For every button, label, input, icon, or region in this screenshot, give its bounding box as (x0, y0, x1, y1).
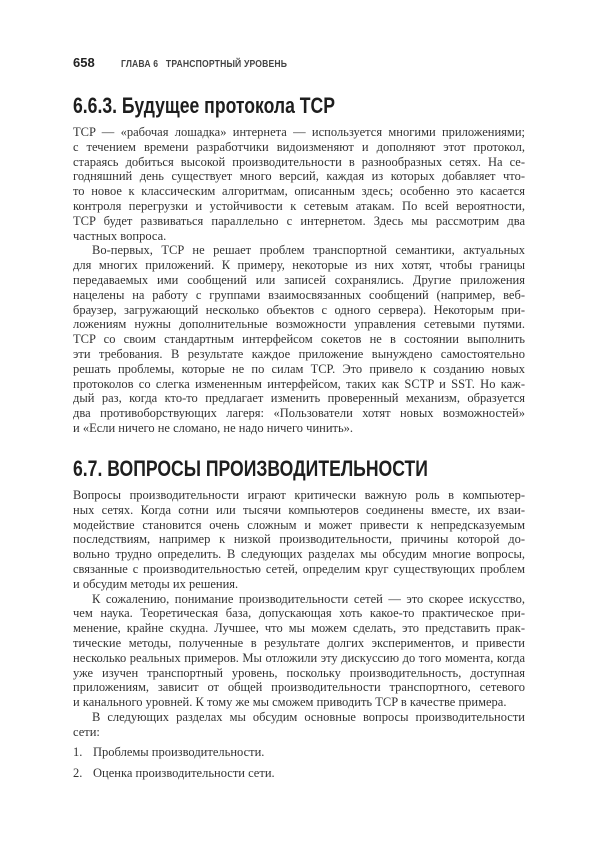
list-number: 1. (73, 745, 83, 759)
text-line: Вопросы производительности играют критически важную роль в компьютер- (73, 488, 525, 502)
list-text: Оценка производительности сети. (93, 766, 275, 780)
text-line: и канального уровней. К тому же мы сможем приводить TCP в качестве примера. (73, 695, 507, 710)
section-heading-6-7: 6.7. ВОПРОСЫ ПРОИЗВОДИТЕЛЬНОСТИ (73, 456, 428, 481)
text-line: два противоборствующих лагеря: «Пользователи хотят новых возможностей» (73, 406, 525, 421)
text-line: для многих приложений. К примеру, некоторые из них хотят, чтобы границы (73, 258, 525, 273)
text-line: то новое к классическим алгоритмам, описанным здесь; особенно это касается (73, 184, 525, 199)
text-line: браузер, загружающий несколько объектов с одного сервера). Некоторым при- (73, 302, 525, 317)
text-line: TCP будет развиваться параллельно с интернетом. Здесь мы рассмотрим два (73, 213, 525, 228)
section-heading-6-6-3: 6.6.3. Будущее протокола TCP (73, 93, 335, 118)
text-line: частных вопроса. (73, 228, 167, 243)
text-line: эти требования. В результате каждое приложение вынуждено самостоятельно (73, 346, 525, 361)
text-line: чем наука. Теоретическая база, допускающая хоть какое-то практическое при- (73, 606, 525, 621)
list-item (73, 765, 275, 786)
numbered-list (73, 744, 275, 786)
text-line: контроля перегрузки и устойчивости к сетевым атакам. По всей вероятности, (73, 198, 525, 213)
text-line: тические методы, полученные в результате долгих экспериментов, и привести (73, 635, 525, 650)
text-line: последствиям, например к низкой производительности, причины которой до- (73, 532, 525, 547)
text-line: менение, крайне скудна. Лучшее, что мы можем сделать, это представить прак- (73, 621, 525, 636)
text-line: ных сетях. Когда сотни или тысячи компьютеров соединены вместе, их взаи- (73, 502, 525, 517)
text-line: стараясь добиться высокой производительности в разнообразных сетях. На се- (73, 154, 525, 169)
text-line: решать проблемы, которые не по силам TCP. Это привело к созданию новых (73, 361, 525, 376)
text-line: дый раз, когда кто-то предлагает изменить проверенный механизм, образуется (73, 391, 525, 406)
text-line: В следующих разделах мы обсудим основные вопросы производительности (92, 709, 525, 724)
text-line: TCP со своим стандартным интерфейсом сокетов не в состоянии выполнить (73, 332, 525, 347)
list-number: 2. (73, 766, 83, 780)
list-item (73, 744, 275, 765)
text-line: Во-первых, TCP не решает проблем транспортной семантики, актуальных (92, 243, 525, 258)
text-line: К сожалению, понимание производительности сетей — это скорее искусство, (92, 591, 525, 606)
text-line: приложениям, зависит от общей производительности транспортного, сетевого (73, 680, 525, 695)
text-line: модействие становится очень сложным и может привести к непредсказуемым (73, 517, 525, 532)
text-line: с течением времени разработчики видоизменяют и дополняют этот протокол, (73, 139, 525, 154)
text-line: и «Если ничего не сломано, не надо ничего чинить». (73, 420, 354, 435)
section-6-7-body (73, 488, 525, 740)
text-line: вольно трудно определить. В следующих разделах мы обсудим многие вопросы, (73, 547, 525, 562)
text-line: ложениям нужны дополнительные возможности управления сетевыми путями. (73, 317, 525, 332)
chapter-title: ГЛАВА 6 ТРАНСПОРТНЫЙ УРОВЕНЬ (121, 58, 288, 70)
text-line: и обсудим методы их решения. (73, 576, 239, 591)
text-line: уже изучен транспортный уровень, поскольку производительность, доступная (73, 665, 525, 680)
text-line: несколько реальных примеров. Мы отложили эту дискуссию до того момента, когда (73, 650, 525, 665)
section-6-6-3-body (73, 125, 525, 436)
text-line: связанные с производительностью сетей, определим круг существующих проблем (73, 561, 525, 576)
text-line: сети: (73, 724, 100, 739)
text-line: протоколов со слегка измененным интерфейсом, таких как SCTP и SST. Но каж- (73, 376, 525, 391)
running-header (73, 54, 324, 72)
text-line: годняшний день существует много версий, каждая из которых добавляет что- (73, 169, 525, 184)
text-line: нацелены на работу с группами взаимосвязанных сообщений (например, веб- (73, 287, 525, 302)
text-line: передаваемых ими сообщений или записей сохранялись. Другие приложения (73, 272, 525, 287)
text-line: TCP — «рабочая лошадка» интернета — используется многими приложениями; (73, 125, 525, 139)
page-number: 658 (73, 55, 95, 70)
list-text: Проблемы производительности. (93, 745, 265, 759)
